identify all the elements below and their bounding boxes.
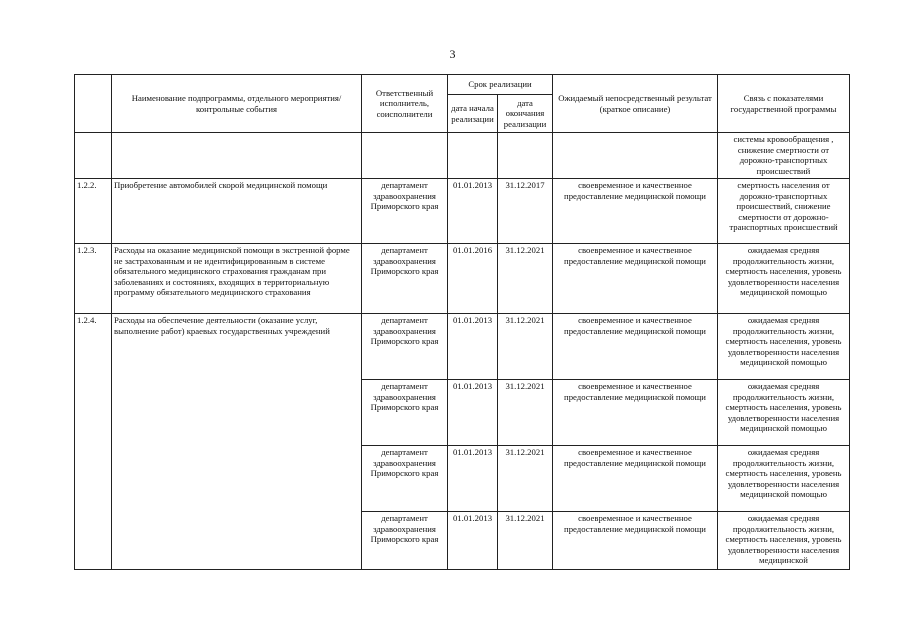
row-start: 01.01.2013 — [448, 446, 498, 512]
row-link: смертность населения от дорожно-транспортных происшествий, снижение смертности от дорожно-транспортных происшествий — [718, 179, 850, 244]
row-start: 01.01.2013 — [448, 179, 498, 244]
row-start: 01.01.2013 — [448, 314, 498, 380]
row-result: своевременное и качественное предоставление медицинской помощи — [553, 380, 718, 446]
table-row — [75, 244, 850, 314]
row-num — [75, 133, 112, 179]
row-link: ожидаемая средняя продолжительность жизни, смертность населения, уровень удовлетворенности населения медицинской помощью — [718, 380, 850, 446]
row-executor: департамент здравоохранения Приморского края — [362, 244, 448, 314]
row-link: ожидаемая средняя продолжительность жизни, смертность населения, уровень удовлетворенности населения медицинской помощью — [718, 244, 850, 314]
row-executor: департамент здравоохранения Приморского края — [362, 446, 448, 512]
row-num: 1.2.2. — [75, 179, 112, 244]
row-result: своевременное и качественное предоставление медицинской помощи — [553, 512, 718, 570]
row-num: 1.2.4. — [75, 314, 112, 570]
page-number: 3 — [449, 47, 456, 61]
header-name: Наименование подпрограммы, отдельного мероприятия/контрольные события — [112, 75, 362, 133]
header-end: дата окончания реализации — [498, 95, 553, 133]
row-name — [112, 133, 362, 179]
row-link: ожидаемая средняя продолжительность жизни, смертность населения, уровень удовлетворенности населения медицинской помощью — [718, 446, 850, 512]
row-end: 31.12.2021 — [498, 244, 553, 314]
row-link: ожидаемая средняя продолжительность жизни, смертность населения, уровень удовлетворенности населения медицинской помощью — [718, 314, 850, 380]
header-period: Срок реализации — [448, 75, 553, 95]
row-end: 31.12.2021 — [498, 380, 553, 446]
row-start: 01.01.2016 — [448, 244, 498, 314]
row-link: ожидаемая средняя продолжительность жизни, смертность населения, уровень удовлетворенности населения медицинской — [718, 512, 850, 570]
row-end: 31.12.2017 — [498, 179, 553, 244]
row-end: 31.12.2021 — [498, 314, 553, 380]
row-result: своевременное и качественное предоставление медицинской помощи — [553, 179, 718, 244]
row-num: 1.2.3. — [75, 244, 112, 314]
table-row — [75, 133, 850, 179]
row-executor: департамент здравоохранения Приморского края — [362, 314, 448, 380]
row-name: Приобретение автомобилей скорой медицинской помощи — [112, 179, 362, 244]
row-result — [553, 133, 718, 179]
header-link: Связь с показателями государственной программы — [718, 75, 850, 133]
header-executor: Ответственный исполнитель, соисполнители — [362, 75, 448, 133]
table-row — [75, 179, 850, 244]
row-end — [498, 133, 553, 179]
row-executor: департамент здравоохранения Приморского края — [362, 512, 448, 570]
header-start: дата начала реализации — [448, 95, 498, 133]
program-table — [74, 74, 850, 570]
row-executor: департамент здравоохранения Приморского края — [362, 179, 448, 244]
row-result: своевременное и качественное предоставление медицинской помощи — [553, 244, 718, 314]
row-start — [448, 133, 498, 179]
row-name: Расходы на оказание медицинской помощи в экстренной форме не застрахованным и не идентифицированным в системе обязательного медицинского страхования гражданам при заболеваниях и состояниях, входящих в территориальную программу обязательного медицинского страхования — [112, 244, 362, 314]
header-row — [75, 75, 850, 95]
row-end: 31.12.2021 — [498, 512, 553, 570]
row-start: 01.01.2013 — [448, 380, 498, 446]
row-link: системы кровообращения , снижение смертности от дорожно-транспортных происшествий — [718, 133, 850, 179]
row-end: 31.12.2021 — [498, 446, 553, 512]
row-name: Расходы на обеспечение деятельности (оказание услуг, выполнение работ) краевых государственных учреждений — [112, 314, 362, 570]
row-executor — [362, 133, 448, 179]
row-executor: департамент здравоохранения Приморского края — [362, 380, 448, 446]
table-row — [75, 314, 850, 380]
row-result: своевременное и качественное предоставление медицинской помощи — [553, 446, 718, 512]
row-start: 01.01.2013 — [448, 512, 498, 570]
row-result: своевременное и качественное предоставление медицинской помощи — [553, 314, 718, 380]
header-result: Ожидаемый непосредственный результат (краткое описание) — [553, 75, 718, 133]
header-num — [75, 75, 112, 133]
